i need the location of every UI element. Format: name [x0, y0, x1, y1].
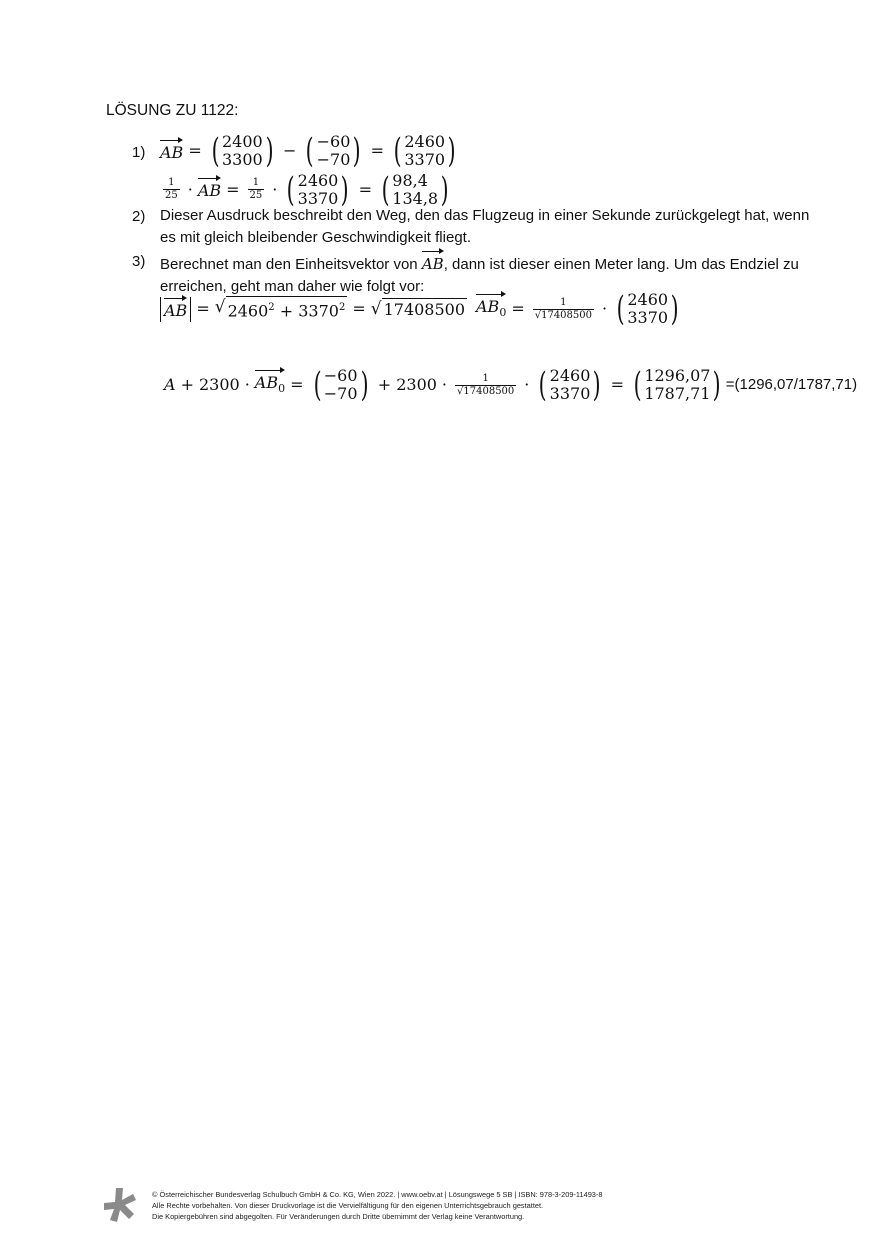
fraction-one-over-sqrt: $\frac{1}{√17408500}$: [534, 296, 592, 321]
page-title: LÖSUNG ZU 1122:: [106, 102, 239, 119]
item-3-unit-vector: $AB_0$ = $\frac{1}{√17408500}$ · ( 2460 3370 ): [476, 290, 683, 328]
item-3-number: 3): [132, 253, 146, 270]
sqrt-sum-of-squares: √ $2460^2 + 3370^2$: [214, 297, 346, 321]
sqrt-value: √ 17408500: [370, 298, 466, 319]
column-vector-b: ( 2400 3300 ): [211, 131, 274, 171]
final-point: =(1296,07/1787,71): [725, 376, 858, 393]
column-vector-result: ( 1296,07 1787,71 ): [633, 365, 722, 405]
vector-ab: AB: [160, 139, 183, 164]
final-equation: A + 2300 · $AB_0$ = ( −60 −70 ) + 2300 · $\frac{1}{√17408500}$ · ( 2460 3370 ) = ( 1296,07 1787,71 ) =(1296,07/1787,71): [164, 365, 858, 405]
column-vector-ab-result: ( 2460 3370 ): [393, 131, 456, 171]
fraction-one-over-25: $\frac{1}{25}$: [165, 177, 178, 201]
column-vector-scaled: ( 98,4 134,8 ): [381, 169, 449, 210]
footer-copyright: © Österreichischer Bundesverlag Schulbuch GmbH & Co. KG, Wien 2022. | www.oebv.at | Lösungswege 5 SB | ISBN: 978-3-209-11493-8 Alle Rechte vorbehalten. Von dieser Druckvorlage ist die Vervielfältigung für den eigenen Unterrichtsgebrauch gestattet. Die Kopiergebühren sind abgegolten. Für Veränderungen durch Dritte übernimmt der Verlag keine Verantwortung.: [152, 1190, 603, 1221]
publisher-logo-icon: [104, 1188, 136, 1222]
item-2-text: Dieser Ausdruck beschreibt den Weg, den das Flugzeug in einer Sekunde zurückgelegt hat, wenn es mit gleich bleibender Geschwindigkeit fliegt.: [160, 207, 810, 246]
item-2-number: 2): [132, 208, 146, 225]
column-vector-ab: ( 2460 3370 ): [616, 289, 679, 329]
item-1-equation-2: $\frac{1}{25}$ · AB = $\frac{1}{25}$ · ( 2460 3370 ) = ( 98,4 134,8 ): [160, 170, 453, 209]
item-3-text: Berechnet man den Einheitsvektor von AB , dann ist dieser einen Meter lang. Um das Endziel zu erreichen, geht man daher wie folgt vor:: [160, 250, 799, 298]
item-3-magnitude: AB = √ $2460^2 + 3370^2$ = √ 17408500: [160, 296, 467, 323]
item-1-equation-1: AB = ( 2400 3300 ) − ( −60 −70 ) = ( 2460 3370 ): [160, 132, 460, 170]
column-vector-direction: ( 2460 3370 ): [539, 365, 601, 405]
column-vector-a: ( −60 −70 ): [313, 365, 369, 405]
column-vector-ab: ( 2460 3370 ): [287, 169, 349, 210]
item-1-number: 1): [132, 144, 146, 161]
column-vector-a: ( −60 −70 ): [306, 131, 362, 171]
